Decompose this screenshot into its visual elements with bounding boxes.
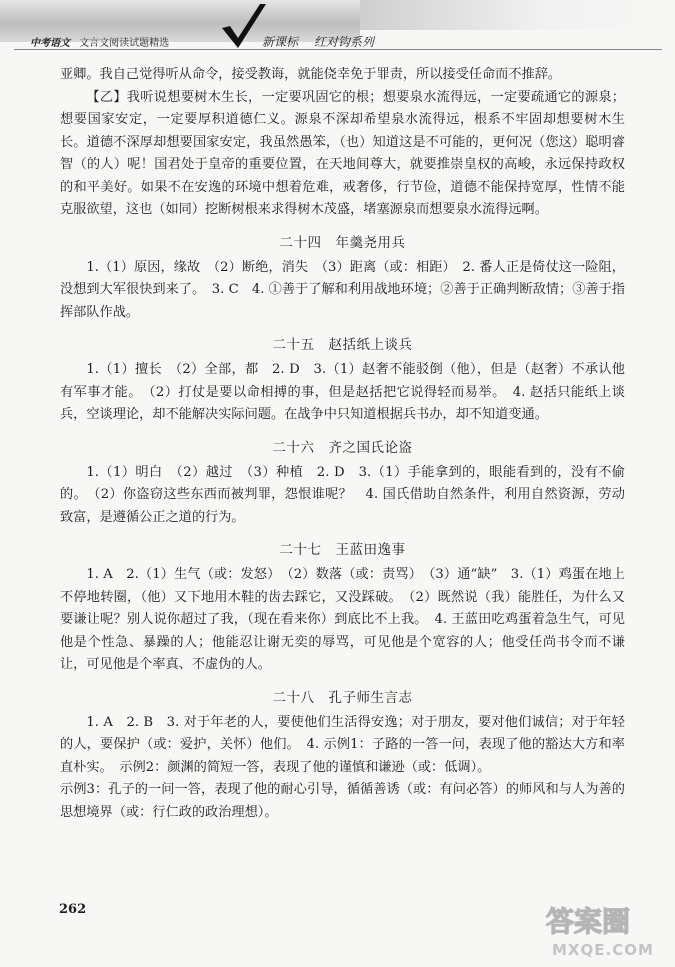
section-title: 二十七 王蓝田逸事: [279, 542, 406, 558]
answer-paragraph: 示例3：孔子的一问一答，表现了他的耐心引导，循循善诱（或：有问必答）的师风和与人为善的思想境界（或：行仁政的政治理想）。: [60, 782, 625, 820]
answer-paragraph: 1. A 2. B 3. 对于年老的人，要使他们生活得安逸；对于朋友，要对他们诚信；对于年轻的人，要保护（或：爱护，关怀）他们。 4. 示例1：子路的一答一问，表现了他的豁达大方和率直朴实。 示例2：颜渊的简短一答，表现了他的谨慎和谦逊（或：低调）。: [60, 714, 625, 775]
page-header: [0, 0, 675, 62]
series-main-title: 中考语文: [30, 38, 70, 49]
answer-content: [60, 64, 625, 824]
intro-paragraph: 亚卿。我自己觉得听从命令，接受教诲，就能侥幸免于罪责，所以接受任命而不推辞。: [60, 67, 562, 82]
answer-paragraph: 1.（1）明白 （2）越过 （3）种植 2. D 3.（1）手能拿到的，眼能看到的，没有不偷的。 （2）你盗窃这些东西而被判罪，怨恨谁呢？ 4. 国氏借助自然条件，利用自然资源，劳动致富，是遵循公正之道的行为。: [60, 464, 625, 525]
section-title: 二十八 孔子师生言志: [272, 689, 413, 706]
series-subtitle: 文言文阅读试题精选: [79, 38, 170, 49]
intro-paragraph: 【乙】我听说想要树木生长，一定要巩固它的根；想要泉水流得远，一定要疏通它的源泉；想要国家安定，一定要厚积道德仁义。源泉不深却希望泉水流得远，根系不牢固却想要树木生长。道德不深厚却想要国家安定，我虽然愚笨，（也）知道这是不可能的，更何况（您这）聪明睿智（的人）呢！国君处于皇帝的重要位置，在天地间尊大，就要推崇皇权的高峻，永远保持政权的和平美好。如果不在安逸的环境中想着危难，戒奢侈，行节俭，道德不能保持宽厚，性情不能克服欲望，这也（如同）挖断树根来求得树木茂盛，堵塞源泉而想要泉水流得远啊。: [60, 89, 625, 217]
section-title: 二十六 齐之国氏论盗: [272, 439, 413, 456]
section-title: 二十四 年羹尧用兵: [279, 234, 406, 251]
answer-paragraph: 1.（1）擅长 （2）全部，都 2. D 3.（1）赵奢不能驳倒（他），但是（赵奢）不承认他有军事才能。 （2）打仗是要以命相搏的事，但是赵括把它说得轻而易举。 4. 赵括只能纸上谈兵，空谈理论，却不能解决实际问题。在战争中只知道根据兵书办，却不知道变通。: [60, 362, 625, 422]
watermark-url: MXQE.COM: [552, 941, 654, 959]
brand-series: 红对钩系列: [313, 35, 374, 49]
header-band-fade: [360, 0, 675, 30]
page-number: 262: [59, 902, 87, 917]
section-title: 二十五 赵括纸上谈兵: [272, 337, 413, 353]
brand-label: [262, 33, 386, 50]
answer-paragraph: 1.（1）原因，缘故 （2）断绝，消失 （3）距离（或：相距） 2. 番人正是倚仗这一险阻，没想到大军很快到来了。 3. C 4. ①善于了解和利用战地环境；②善于正确判断敌情；③善于指挥部队作战。: [60, 259, 625, 320]
answer-paragraph: 1. A 2.（1）生气（或：发怒） （2）数落（或：责骂） （3）通“缺” 3.（1）鸡蛋在地上不停地转圈，（他）又下地用木鞋的齿去踩它，又没踩破。 （2）既然说（我）能胜任，为什么又要谦让呢？别人说你超过了我，（现在看来你）到底比不上我。 4. 王蓝田吃鸡蛋着急生气，可见他是个性急、暴躁的人；他能忍让谢无奕的辱骂，可见他是个宽容的人；他受任尚书令而不谦让，可见他是个率真、不虚伪的人。: [60, 567, 625, 672]
header-divider: [14, 49, 662, 50]
watermark-text: 答案圈: [546, 905, 631, 938]
series-label: [30, 34, 169, 49]
watermark-logo: [540, 897, 670, 963]
brand-new-standard: 新课标: [262, 35, 299, 49]
